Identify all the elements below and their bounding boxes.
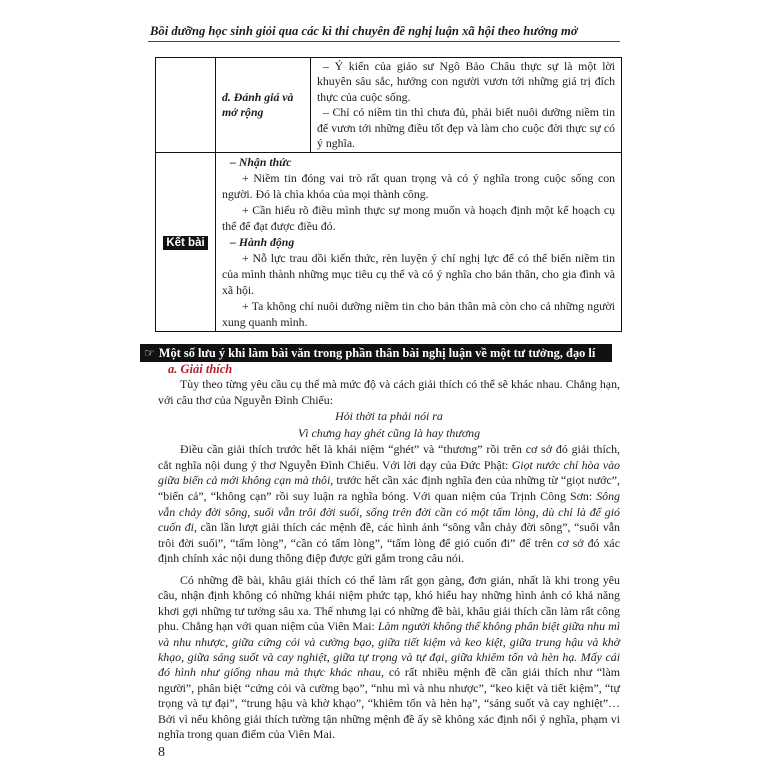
subheading: a. Giải thích: [168, 362, 233, 376]
outline-table: [155, 57, 622, 332]
paragraph: [158, 573, 620, 742]
body-text: [158, 377, 620, 742]
text-run: , trước hết cần xác định nghĩa đen của những từ “giọt nước”, “biển cả”, “không cạn” rồi suy luận ra nghĩa bóng. Với quan niệm của Trịnh Công Sơn:: [158, 473, 620, 503]
row-label-cell: [156, 153, 216, 332]
row-label-cell: [156, 58, 216, 153]
text-run: , cần lần lượt giải thích các mệnh đề, các hình ảnh “sông vẫn chảy đời sông”, “suối vẫn trôi đời suối”, “tấm lòng”, “cần có tấm lòng”, “tấm lòng để gió cuốn đi” để trên cơ sở đó xác định chính xác nội dung thông điệp được gửi gắm trong câu nói.: [158, 520, 620, 566]
table-row: [156, 153, 622, 332]
list-item: – Ý kiến của giáo sư Ngô Bảo Châu thực sự là một lời khuyên sâu sắc, hướng con người vươn tới những giá trị đích thực của cuộc sống.: [317, 59, 615, 104]
text-run: Điều cần giải thích trước hết là khái niệm “ghét” và “thương” rồi trên cơ sở đó giải thích, cắt nghĩa nội dung ý thơ Nguyễn Đình Chiểu. Với lời dạy của Đức Phật:: [158, 442, 620, 472]
conclusion-label: Kết bài: [163, 236, 207, 250]
quote-run: Giọt nước chỉ hòa vào giữa biển cả mới không cạn mà thôi: [158, 457, 620, 488]
action-heading: – Hành động: [230, 235, 295, 250]
section-title-cell: d. Đánh giá và mở rộng: [216, 58, 311, 153]
list-item: + Ta không chỉ nuôi dưỡng niềm tin cho bản thân mà còn cho cả những người xung quanh mình.: [222, 299, 615, 330]
list-item: – Chỉ có niềm tin thì chưa đủ, phải biết nuôi dưỡng niềm tin để vươn tới những điều tốt đẹp và làm cho cuộc đời thực sự có ý nghĩa.: [317, 105, 615, 151]
pointing-hand-icon: ☞: [144, 346, 155, 360]
header-rule: [148, 41, 620, 42]
text-run: Có những đề bài, khâu giải thích có thể làm rất gọn gàng, đơn giản, nhất là khi trong yêu cầu, nhận định không có những khái niệm phức tạp, khó hiểu hay những hình ảnh có khả năng khơi gợi những tư tưởng sâu xa. Thế nhưng lại có những đề bài, khâu giải thích cần làm rất công phu. Chẳng hạn với quan niệm của Viên Mai:: [158, 572, 620, 634]
quote-run: Làm người không thể không phân biệt giữa nhu mì và nhu nhược, giữa cứng cỏi và cường bạo, giữa tiết kiệm và keo kiệt, giữa trung hậu và khờ khạo, giữa sáng suốt và cay nghiệt, giữa tự trọng và tự đại, giữa khiêm tốn và hèn hạ. Mấy cái đó hình như giống nhau mà thực khác nhau: [158, 619, 620, 680]
text-run: , có rất nhiều mệnh đề cần giải thích như “làm người”, phân biệt “cứng cỏi và cường bạo”, “nhu mì và nhu nhược”, “keo kiệt và tiết kiệm”, “tự trọng và tự đại”, “trung hậu và khờ khạo”, “khiêm tốn và hèn hạ”, “sáng suốt và cay nghiệt”… Bởi vì nếu không giải thích tường tận những mệnh đề ấy sẽ không xác định nổi ý nghĩa, phạm vi nghĩa trong quan điểm của Viên Mai.: [158, 665, 620, 741]
section-heading-bar: [140, 344, 612, 362]
section-heading-text: Một số lưu ý khi làm bài văn trong phần thân bài nghị luận về một tư tưởng, đạo lí: [158, 346, 596, 360]
poem-line: Vì chưng hay ghét cũng là hay thương: [297, 426, 481, 441]
table-row: [156, 58, 622, 153]
poem-line: Hỏi thời ta phải nói ra: [335, 409, 443, 424]
paragraph: Tùy theo từng yêu cầu cụ thể mà mức độ và cách giải thích có thể sẽ khác nhau. Chẳng hạn, với câu thơ của Nguyễn Đình Chiểu:: [158, 377, 620, 407]
list-item: + Nỗ lực trau dồi kiến thức, rèn luyện ý chí nghị lực để có thể biến niềm tin của mình thành những mục tiêu cụ thể và có ý nghĩa cho bản thân, cho gia đình và xã hội.: [222, 251, 615, 298]
list-item: + Niềm tin đóng vai trò rất quan trọng và có ý nghĩa trong cuộc sống con người. Đó là chìa khóa của mọi thành công.: [222, 171, 615, 202]
quote-run: Sông vẫn chảy đời sông, suối vẫn trôi đời suối, sống trên đời cần có một tấm lòng, dù chỉ là để gió cuốn đi: [158, 488, 620, 535]
content-cell: [216, 153, 622, 332]
awareness-heading: – Nhận thức: [230, 155, 292, 170]
page-number: 8: [158, 745, 165, 760]
content-cell: [311, 58, 622, 153]
paragraph: [158, 442, 620, 567]
list-item: + Cần hiểu rõ điều mình thực sự mong muốn và hoạch định một kế hoạch cụ thể để đạt được điều đó.: [222, 203, 615, 234]
running-header: Bồi dưỡng học sinh giỏi qua các kì thi chuyên đề nghị luận xã hội theo hướng mở: [150, 24, 578, 38]
